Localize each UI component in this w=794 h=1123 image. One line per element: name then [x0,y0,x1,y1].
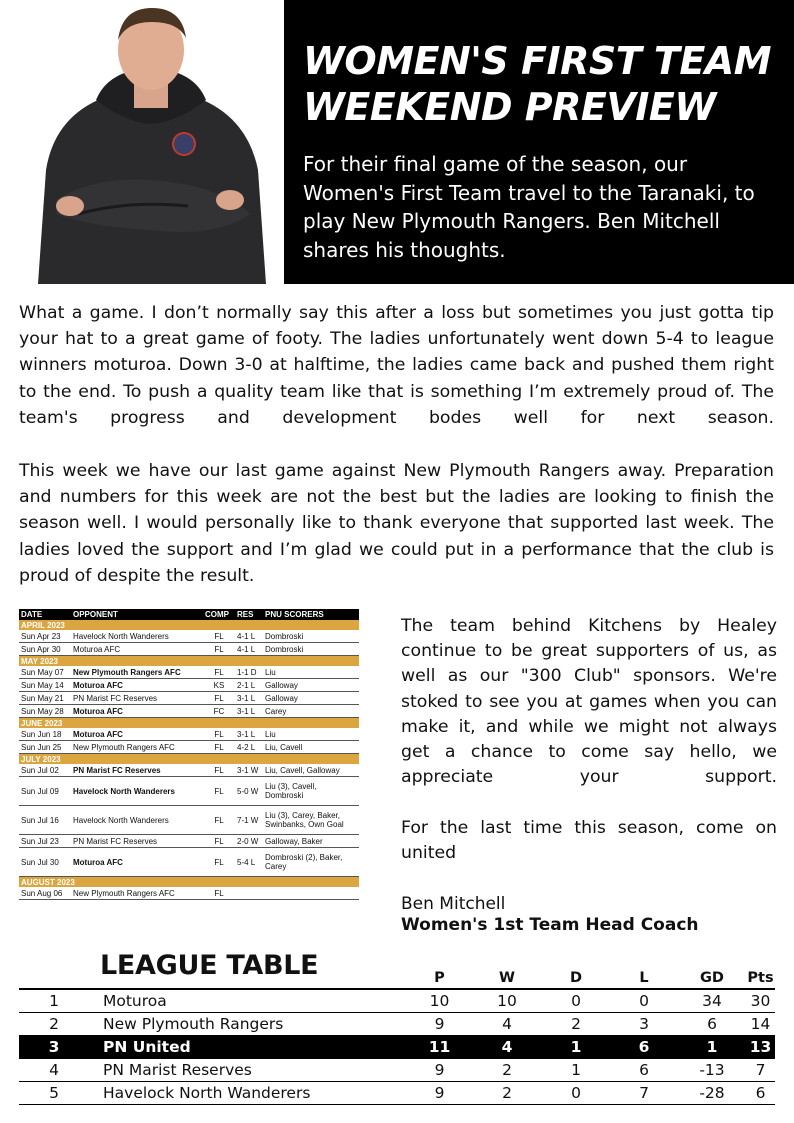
league-col-l: L [610,968,678,989]
coach-photo [18,0,284,284]
fixtures-row [19,848,359,877]
league-row [19,1059,775,1082]
fixture-date: Sun Jul 02 [19,764,71,777]
league-played: 9 [407,1013,472,1036]
fixtures-row [19,777,359,806]
fixtures-month-row [19,877,359,888]
league-points: 14 [746,1013,775,1036]
league-drawn: 0 [542,989,610,1013]
fixture-comp: FL [203,666,235,679]
fixture-result: 3-1 L [235,705,263,718]
league-position: 2 [19,1013,89,1036]
fixtures-row [19,835,359,848]
fixtures-row [19,764,359,777]
league-position: 3 [19,1036,89,1059]
fixture-comp: FL [203,806,235,835]
fixture-result [235,887,263,900]
league-won: 4 [472,1036,542,1059]
league-won: 2 [472,1082,542,1105]
league-body [19,989,775,1105]
fixtures-month-label: APRIL 2023 [19,620,359,630]
fixture-opponent: New Plymouth Rangers AFC [71,666,203,679]
fixture-result: 1-1 D [235,666,263,679]
fixture-opponent: Moturoa AFC [71,643,203,656]
fixtures-col-comp: COMP [203,609,235,620]
fixture-opponent: PN Marist FC Reserves [71,835,203,848]
league-points: 7 [746,1059,775,1082]
fixture-scorers: Dombroski [263,630,359,643]
league-goal-difference: 1 [678,1036,746,1059]
intro-text: For their final game of the season, our Women's First Team travel to the Taranaki, to play New Plymouth Rangers. Ben Mitchell shares his thoughts. [303,152,755,262]
header-panel [284,0,794,284]
league-won: 4 [472,1013,542,1036]
fixture-result: 3-1 W [235,764,263,777]
closing-paragraph: For the last time this season, come on united [401,818,777,864]
fixtures-row [19,679,359,692]
author-role: Women's 1st Team Head Coach [401,915,699,935]
league-won: 10 [472,989,542,1013]
league-lost: 6 [610,1059,678,1082]
fixtures-month-row [19,656,359,667]
league-col-w: W [472,968,542,989]
fixture-scorers: Galloway, Baker [263,835,359,848]
league-played: 9 [407,1059,472,1082]
fixture-comp: FL [203,764,235,777]
fixture-result: 4-1 L [235,630,263,643]
league-played: 11 [407,1036,472,1059]
league-goal-difference: -13 [678,1059,746,1082]
fixtures-row [19,705,359,718]
fixture-result: 2-1 L [235,679,263,692]
fixtures-row [19,887,359,900]
fixture-opponent: Havelock North Wanderers [71,806,203,835]
fixtures-col-opponent: OPPONENT [71,609,203,620]
fixture-opponent: Moturoa AFC [71,705,203,718]
league-played: 9 [407,1082,472,1105]
league-header-row [19,968,775,989]
league-row [19,1082,775,1105]
fixture-opponent: Havelock North Wanderers [71,777,203,806]
league-won: 2 [472,1059,542,1082]
title-line-1: WOMEN'S FIRST TEAM [303,39,772,83]
fixture-result: 3-1 L [235,728,263,741]
league-row [19,1013,775,1036]
fixture-date: Sun May 21 [19,692,71,705]
league-row [19,1036,775,1059]
fixture-date: Sun Jul 16 [19,806,71,835]
sponsor-paragraph: The team behind Kitchens by Healey continue to be great supporters of us, as well as our "300 Club" sponsors. We're stoked to see you at games when you can make it, and while we might not always get a chance to come say hello, we appreciate your support. [401,616,777,788]
fixtures-month-label: MAY 2023 [19,656,359,667]
fixtures-row [19,630,359,643]
fixture-comp: FL [203,630,235,643]
fixtures-month-row [19,754,359,765]
fixture-scorers: Carey [263,705,359,718]
fixture-result: 4-1 L [235,643,263,656]
fixture-result: 3-1 L [235,692,263,705]
fixture-scorers: Liu (3), Carey, Baker, Swinbanks, Own Goal [263,806,359,835]
fixture-opponent: PN Marist FC Reserves [71,692,203,705]
fixture-scorers: Galloway [263,679,359,692]
fixture-comp: FL [203,728,235,741]
fixture-result: 5-4 L [235,848,263,877]
league-table [19,968,775,1105]
fixture-comp: FL [203,835,235,848]
fixture-date: Sun Jul 09 [19,777,71,806]
fixture-comp: FC [203,705,235,718]
fixture-scorers: Liu (3), Cavell, Dombroski [263,777,359,806]
fixture-opponent: Havelock North Wanderers [71,630,203,643]
league-col-team [89,968,407,989]
league-goal-difference: -28 [678,1082,746,1105]
league-row [19,989,775,1013]
fixture-result: 4-2 L [235,741,263,754]
fixture-opponent: PN Marist FC Reserves [71,764,203,777]
fixture-opponent: New Plymouth Rangers AFC [71,741,203,754]
league-drawn: 2 [542,1013,610,1036]
fixture-comp: FL [203,887,235,900]
league-points: 30 [746,989,775,1013]
fixture-result: 5-0 W [235,777,263,806]
fixture-comp: FL [203,741,235,754]
fixtures-month-label: AUGUST 2023 [19,877,359,888]
league-team: Moturoa [89,989,407,1013]
league-drawn: 1 [542,1059,610,1082]
fixture-result: 7-1 W [235,806,263,835]
league-lost: 6 [610,1036,678,1059]
fixtures-month-label: JULY 2023 [19,754,359,765]
fixture-scorers: Galloway [263,692,359,705]
fixture-date: Sun Jun 18 [19,728,71,741]
league-team: Havelock North Wanderers [89,1082,407,1105]
page-title [303,38,771,130]
fixture-date: Sun Apr 23 [19,630,71,643]
fixtures-row [19,643,359,656]
fixture-opponent: New Plymouth Rangers AFC [71,887,203,900]
league-team: PN United [89,1036,407,1059]
fixtures-col-scorers: PNU SCORERS [263,609,359,620]
fixture-date: Sun Aug 06 [19,887,71,900]
fixtures-month-label: JUNE 2023 [19,718,359,729]
league-drawn: 0 [542,1082,610,1105]
fixtures-col-date: DATE [19,609,71,620]
league-position: 1 [19,989,89,1013]
fixture-scorers: Liu [263,666,359,679]
fixtures-row [19,728,359,741]
fixture-scorers: Dombroski (2), Baker, Carey [263,848,359,877]
fixture-opponent: Moturoa AFC [71,679,203,692]
fixture-comp: FL [203,692,235,705]
league-goal-difference: 6 [678,1013,746,1036]
fixture-comp: FL [203,777,235,806]
fixture-date: Sun May 28 [19,705,71,718]
article-paragraph-1: What a game. I don’t normally say this after a loss but sometimes you just gotta tip your hat to a great game of footy. The ladies unfortunately went down 5-4 to league winners moturoa. Down 3-0 at halftime, the ladies came back and pushed them right to the end. To push a quality team like that is something I’m extremely proud of. The team's progress and development bodes well for next season. [19,303,774,428]
author-name: Ben Mitchell [401,894,506,914]
fixtures-row [19,806,359,835]
fixture-comp: FL [203,643,235,656]
fixture-scorers: Liu, Cavell, Galloway [263,764,359,777]
fixture-date: Sun Apr 30 [19,643,71,656]
fixtures-month-row [19,620,359,630]
fixture-scorers: Liu [263,728,359,741]
fixtures-row [19,666,359,679]
fixtures-row [19,692,359,705]
fixture-date: Sun May 14 [19,679,71,692]
fixture-scorers: Dombroski [263,643,359,656]
league-played: 10 [407,989,472,1013]
league-col-d: D [542,968,610,989]
fixtures-month-row [19,718,359,729]
fixture-comp: KS [203,679,235,692]
league-col-gd: GD [678,968,746,989]
league-points: 6 [746,1082,775,1105]
fixtures-body [19,620,359,900]
signature [401,894,699,936]
fixture-opponent: Moturoa AFC [71,728,203,741]
fixtures-table [19,609,359,900]
fixture-date: Sun Jul 30 [19,848,71,877]
fixture-date: Sun Jun 25 [19,741,71,754]
league-table-title: LEAGUE TABLE [100,950,319,981]
league-team: PN Marist Reserves [89,1059,407,1082]
league-drawn: 1 [542,1036,610,1059]
league-position: 5 [19,1082,89,1105]
league-lost: 7 [610,1082,678,1105]
article-paragraph-2: This week we have our last game against New Plymouth Rangers away. Preparation and numbers for this week are not the best but the ladies are looking to finish the season well. I would personally like to thank everyone that supported last week. The ladies loved the support and I’m glad we could put in a performance that the club is proud of despite the result. [19,461,774,586]
fixture-scorers: Liu, Cavell [263,741,359,754]
league-goal-difference: 34 [678,989,746,1013]
fixtures-header-row [19,609,359,620]
fixture-opponent: Moturoa AFC [71,848,203,877]
title-line-2: WEEKEND PREVIEW [303,85,716,129]
fixtures-row [19,741,359,754]
fixture-date: Sun Jul 23 [19,835,71,848]
fixture-comp: FL [203,848,235,877]
league-col-pos [19,968,89,989]
league-col-pts: Pts [746,968,775,989]
league-position: 4 [19,1059,89,1082]
league-lost: 3 [610,1013,678,1036]
fixture-scorers [263,887,359,900]
fixture-result: 2-0 W [235,835,263,848]
fixture-date: Sun May 07 [19,666,71,679]
fixtures-col-res: RES [235,609,263,620]
league-points: 13 [746,1036,775,1059]
league-lost: 0 [610,989,678,1013]
league-team: New Plymouth Rangers [89,1013,407,1036]
league-col-p: P [407,968,472,989]
